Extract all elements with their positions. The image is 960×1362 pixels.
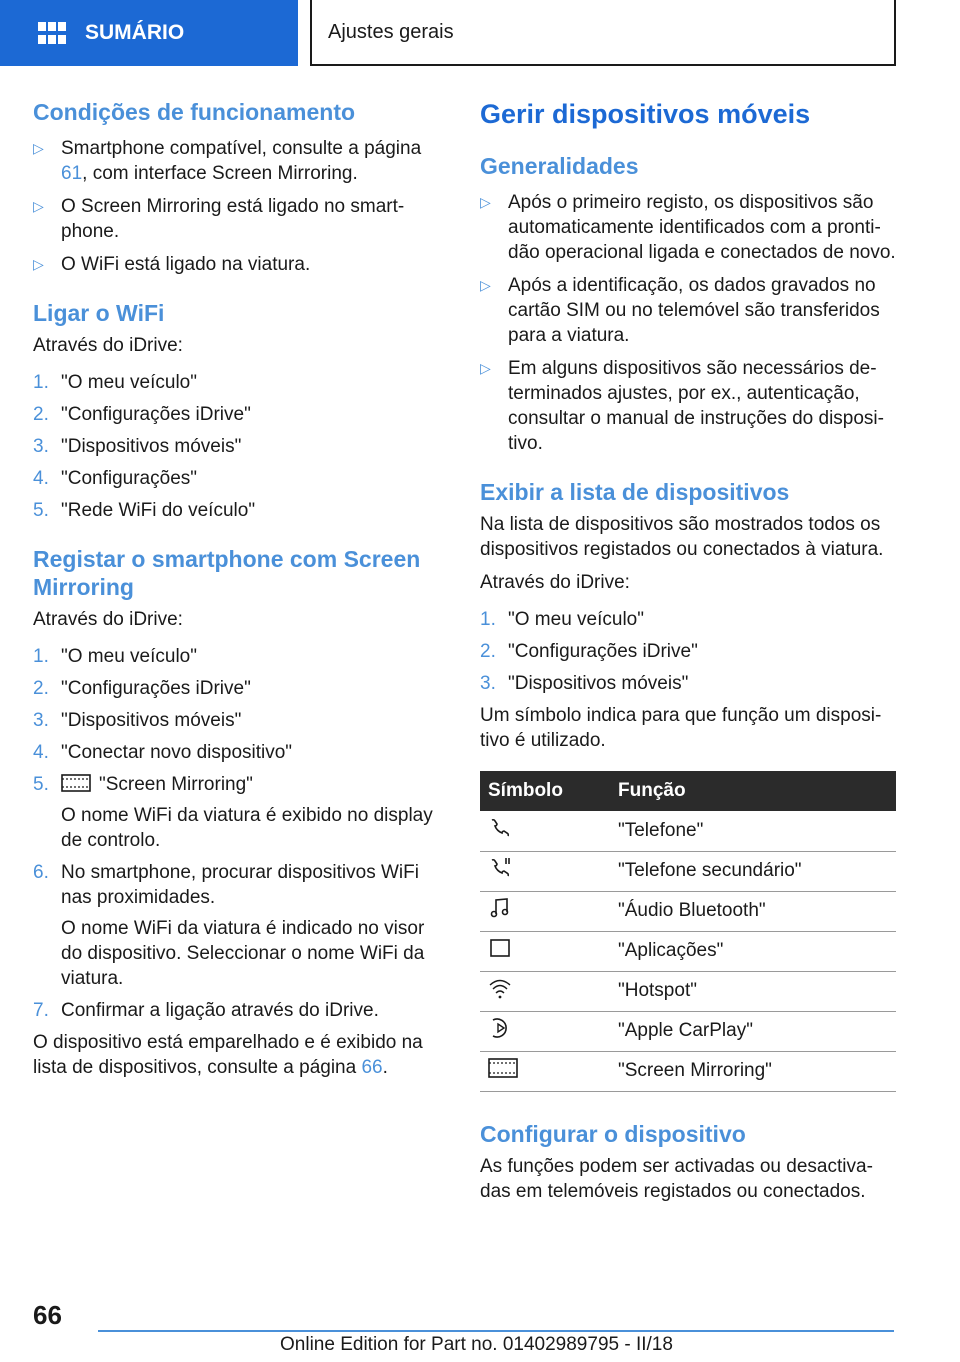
triangle-bullet-icon: ▷ bbox=[480, 277, 491, 293]
register-intro: Através do iDrive: bbox=[33, 609, 183, 630]
table-row: "Hotspot" bbox=[480, 971, 896, 1011]
device-list-intro: Através do iDrive: bbox=[480, 572, 630, 593]
secondary-phone-icon bbox=[488, 856, 512, 880]
register-steps bbox=[33, 644, 437, 1023]
triangle-bullet-icon: ▷ bbox=[33, 198, 44, 214]
device-list-desc: Na lista de dispositivos são mostrados todos os dispositivos registados ou conectados à viatura. bbox=[480, 514, 884, 560]
list-item: ▷ Smartphone compatível, consulte a página 61, com interface Screen Mirroring. bbox=[33, 138, 422, 184]
step-item: 1. "O meu veículo" bbox=[480, 609, 644, 630]
step-item: 6. No smartphone, procurar dispositivos WiFi nas proximidades. O nome WiFi da viatura é indicado no visor do dispositivo. Seleccionar o nome WiFi da viatura. bbox=[33, 862, 425, 989]
table-row: "Aplicações" bbox=[480, 931, 896, 971]
wifi-heading: Ligar o WiFi bbox=[33, 300, 165, 326]
screen-mirroring-icon bbox=[61, 773, 91, 793]
step-item: 1. "O meu veículo" bbox=[33, 646, 197, 667]
step-item: 2. "Configurações iDrive" bbox=[33, 404, 251, 425]
table-row: "Telefone secundário" bbox=[480, 851, 896, 891]
table-header-row bbox=[480, 771, 896, 811]
device-list-heading: Exibir a lista de dispositivos bbox=[480, 479, 790, 505]
step-item: 5. "Screen Mirroring" O nome WiFi da viatura é exibido no display de controlo. bbox=[33, 774, 433, 851]
step-item: 5. "Rede WiFi do veículo" bbox=[33, 500, 256, 521]
phone-icon bbox=[488, 816, 512, 840]
general-list bbox=[480, 190, 896, 456]
list-item: ▷ O Screen Mirroring está ligado no smartphone. bbox=[33, 196, 405, 242]
col-function-header: Função bbox=[610, 771, 896, 811]
device-list-steps bbox=[480, 607, 896, 696]
list-item: ▷ Em alguns dispositivos são necessários determinados ajustes, por ex., autenticação, consultar o manual de instruções do dispositivo. bbox=[480, 358, 884, 454]
step-item: 4. "Configurações" bbox=[33, 468, 198, 489]
general-heading: Generalidades bbox=[480, 153, 639, 179]
symbol-note: Um símbolo indica para que função um dispositivo é utilizado. bbox=[480, 705, 882, 751]
configure-heading: Configurar o dispositivo bbox=[480, 1120, 746, 1147]
step-item: 3. "Dispositivos móveis" bbox=[33, 710, 242, 731]
carplay-icon bbox=[488, 1016, 512, 1040]
configure-desc: As funções podem ser activadas ou desactivadas em telemóveis registados ou conectados. bbox=[480, 1155, 873, 1202]
wifi-intro: Através do iDrive: bbox=[33, 335, 183, 356]
step-item: 2. "Configurações iDrive" bbox=[480, 641, 698, 662]
triangle-bullet-icon: ▷ bbox=[480, 194, 491, 210]
page-link[interactable]: 66 bbox=[361, 1057, 383, 1078]
wifi-icon bbox=[488, 976, 512, 1000]
step-item: 2. "Configurações iDrive" bbox=[33, 678, 251, 699]
section-title: Ajustes gerais bbox=[328, 20, 454, 43]
page-number: 66 bbox=[33, 1300, 62, 1330]
register-outro: O dispositivo está emparelhado e é exibido na lista de dispositivos, consulte a página 66. bbox=[33, 1032, 423, 1078]
app-square-icon bbox=[488, 936, 512, 960]
step-item: 7. Confirmar a ligação através do iDrive. bbox=[33, 1000, 379, 1021]
footer-divider bbox=[98, 1330, 894, 1332]
manage-devices-heading: Gerir dispositivos móveis bbox=[480, 99, 811, 129]
edition-footer: Online Edition for Part no. 01402989795 - II/18 bbox=[280, 1334, 673, 1355]
step-item: 1. "O meu veículo" bbox=[33, 372, 197, 393]
table-row: "Telefone" bbox=[480, 811, 896, 851]
triangle-bullet-icon: ▷ bbox=[33, 140, 44, 156]
left-column bbox=[33, 98, 437, 1080]
step-item: 3. "Dispositivos móveis" bbox=[33, 436, 242, 457]
list-item: ▷ O WiFi está ligado na viatura. bbox=[33, 254, 311, 275]
music-note-icon bbox=[488, 896, 512, 920]
symbol-table bbox=[480, 771, 896, 1092]
register-heading: Registar o smartphone com Screen Mirroring bbox=[33, 546, 421, 600]
page-link[interactable]: 61 bbox=[61, 163, 83, 184]
step-item: 3. "Dispositivos móveis" bbox=[480, 673, 689, 694]
table-row: "Screen Mirroring" bbox=[480, 1051, 896, 1091]
summary-label: SUMÁRIO bbox=[85, 21, 185, 44]
step-item: 4. "Conectar novo dispositivo" bbox=[33, 742, 293, 763]
grid-menu-icon bbox=[38, 21, 66, 45]
table-row: "Áudio Bluetooth" bbox=[480, 891, 896, 931]
list-item: ▷ Após o primeiro registo, os dispositivos são automaticamente identificados com a prontidão operacional ligada e conectados de novo. bbox=[480, 192, 896, 263]
top-bar bbox=[0, 0, 960, 66]
right-column bbox=[480, 98, 896, 1204]
conditions-heading: Condições de funcionamento bbox=[33, 99, 356, 125]
col-symbol-header: Símbolo bbox=[480, 771, 610, 811]
list-item: ▷ Após a identificação, os dados gravados no cartão SIM ou no telemóvel são transferidos para a viatura. bbox=[480, 275, 880, 346]
section-tab bbox=[310, 0, 896, 66]
screen-mirroring-icon bbox=[488, 1057, 518, 1079]
wifi-steps bbox=[33, 370, 437, 523]
summary-button[interactable] bbox=[0, 0, 298, 66]
table-row: "Apple CarPlay" bbox=[480, 1011, 896, 1051]
conditions-list bbox=[33, 136, 437, 277]
triangle-bullet-icon: ▷ bbox=[480, 360, 491, 376]
triangle-bullet-icon: ▷ bbox=[33, 256, 44, 272]
